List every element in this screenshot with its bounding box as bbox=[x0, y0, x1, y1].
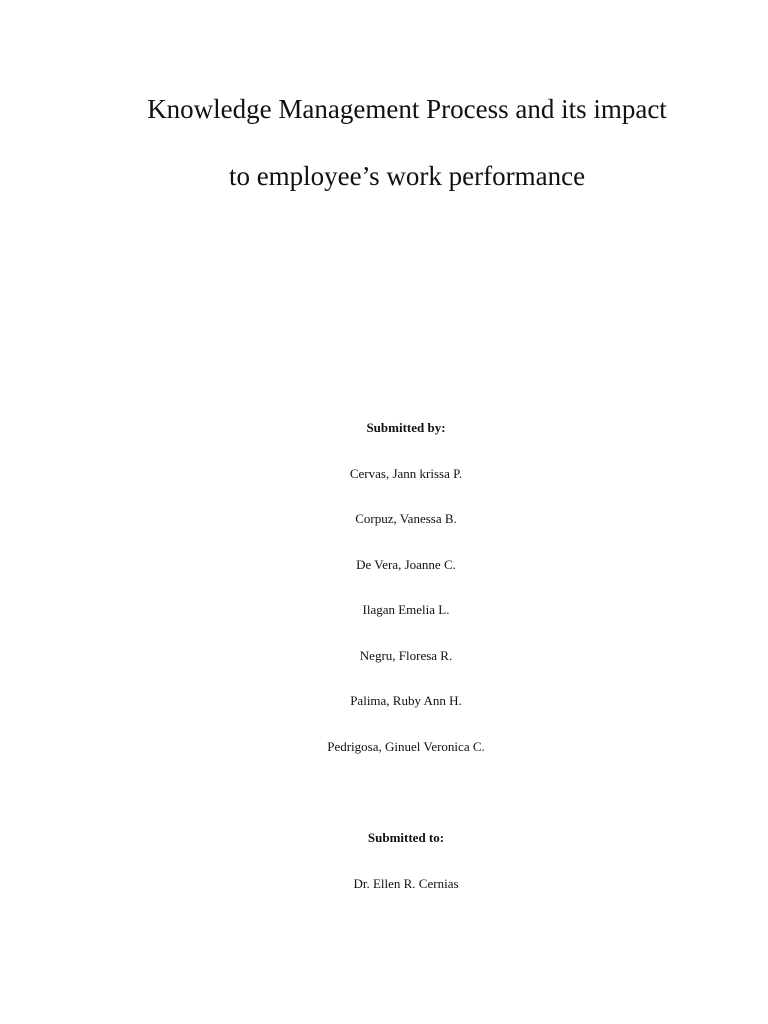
submitted-by-label: Submitted by: bbox=[366, 420, 446, 435]
author-name: De Vera, Joanne C. bbox=[356, 557, 456, 572]
author-name: Cervas, Jann krissa P. bbox=[349, 466, 463, 481]
recipient-name: Dr. Ellen R. Cernias bbox=[353, 876, 459, 891]
author-name: Corpuz, Vanessa B. bbox=[355, 511, 457, 526]
title-line-1: Knowledge Management Process and its impact bbox=[147, 94, 667, 124]
submitted-to-label: Submitted to: bbox=[367, 830, 445, 845]
author-name: Ilagan Emelia L. bbox=[362, 602, 450, 617]
title-line-2: to employee’s work performance bbox=[228, 161, 586, 191]
author-name: Pedrigosa, Ginuel Veronica C. bbox=[327, 739, 485, 754]
author-name: Palima, Ruby Ann H. bbox=[350, 693, 462, 708]
author-name: Negru, Floresa R. bbox=[359, 648, 453, 663]
